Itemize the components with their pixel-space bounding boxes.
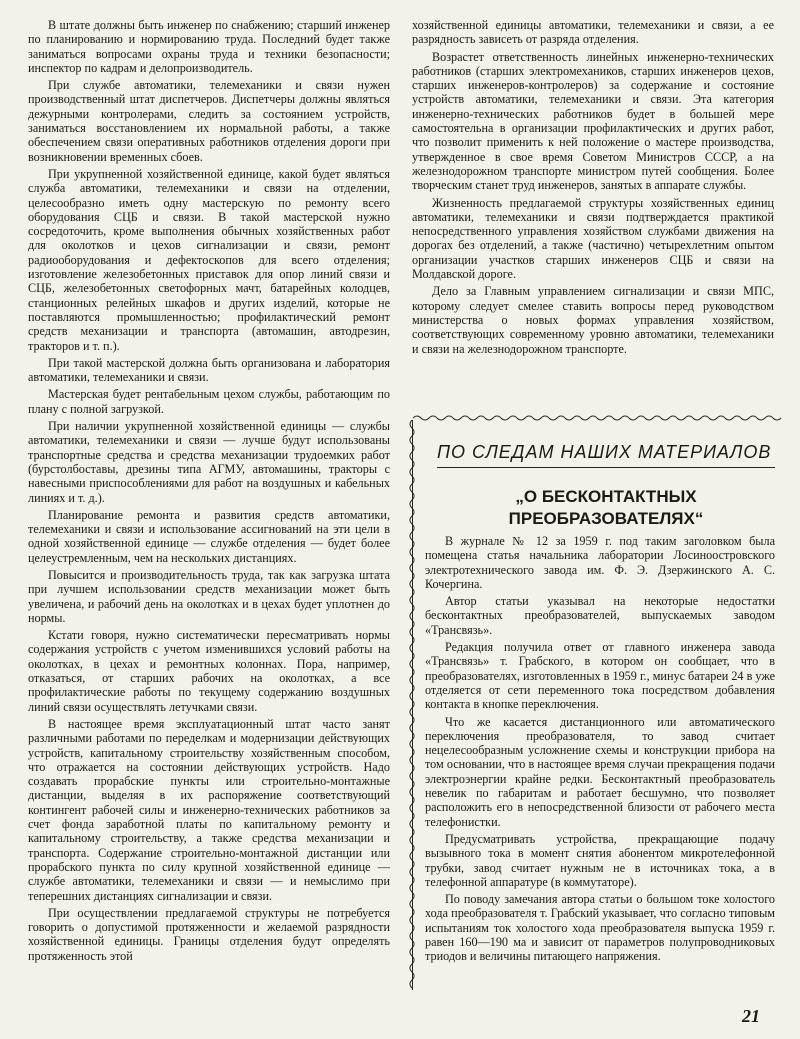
article-paragraph: Что же касается дистанционного или автоматического переключения преобразователя, то завод считает нецелесообразным усложнение схемы и конструкции прибора на том основании, что в настоящее время случаи прекращения подачи электроэнергии крайне редки. Бесконтактный преобразователь невелик по габаритам и работает бесшумно, что позволяет расположить его в непосредственной близости от рабочего места телефонистки.: [425, 714, 775, 829]
article-paragraph: Редакция получила ответ от главного инженера завода «Трансвязь» т. Грабского, в котором он сообщает, что в преобразователях, изготовленных в 1959 г., минус батареи 24 в уже отделяется от сети переменного тока посредством добавления контакта в кнопке переключения.: [425, 640, 775, 712]
body-paragraph: Жизненность предлагаемой структуры хозяйственных единиц автоматики, телемеханики и связи подтверждается практикой непосредственного управления хозяйством службами движения на дорогах без отделений, а также (частично) четырехлетним опытом организации участков старших инженеров СЦБ и связи на Молдавской дороге.: [412, 195, 774, 282]
body-paragraph: Повысится и производительность труда, так как загрузка штата при лучшем использовании средств механизации может быть увеличена, и рабочий день на околотках и в цехах будет уплотнен до нормы.: [28, 567, 390, 625]
body-paragraph: Дело за Главным управлением сигнализации и связи МПС, которому следует смелее ставить вопросы перед руководством министерства о новых формах управления хозяйством, соответствующих современному уровню автоматики, телемеханики и связи на железнодорожном транспорте.: [412, 284, 774, 356]
body-paragraph: При наличии укрупненной хозяйственной единицы — службы автоматики, телемеханики и связи — лучше будут использованы транспортные средства и средства механизации трудоемких работ (бурстолбоставы, дрезины типа АГМУ, автомашины, тракторы с навесными приспособлениями для работ на воздушных и кабельных линиях и т. д.).: [28, 419, 390, 505]
body-paragraph: При службе автоматики, телемеханики и связи нужен производственный штат диспетчеров. Диспетчеры должны являться дежурными контролерами, следить за состоянием устройств, заниматься восстановлением их нормальной работы, а также обеспечением связи оперативных работников отделения дороги при возникновении временных сбоев.: [28, 78, 390, 164]
article-paragraph: Предусматривать устройства, прекращающие подачу вызывного тока в момент снятия абонентом микротелефонной трубки, завод считает нужным не в источниках тока, а в телефонной аппаратуре (в коммутаторе).: [425, 831, 775, 889]
body-paragraph: В штате должны быть инженер по снабжению; старший инженер по планированию и нормированию труда. Последний будет также заниматься вопросами охраны труда и техники безопасности; инспектор по кадрам и делопроизводитель.: [28, 18, 390, 75]
section-rubric: ПО СЛЕДАМ НАШИХ МАТЕРИАЛОВ: [437, 442, 772, 462]
body-paragraph: Кстати говоря, нужно систематически пересматривать нормы содержания устройств с учетом изменившихся условий работы на околотках, в цехах и ремонтных колоннах. Пора, например, отказаться, от старших рабочих на околотках, а все профилактические работы по текущему содержанию воздушных линий связи осуществлять летучками связи.: [28, 628, 390, 714]
body-paragraph: Мастерская будет рентабельным цехом службы, работающим по плану с полной загрузкой.: [28, 387, 390, 416]
rubric-underline: [437, 467, 775, 468]
left-column: [28, 18, 390, 966]
article-title: „О БЕСКОНТАКТНЫХ ПРЕОБРАЗОВАТЕЛЯХ“: [508, 487, 704, 528]
right-column: [412, 18, 774, 359]
body-paragraph: При укрупненной хозяйственной единице, какой будет являться служба автоматики, телемеханики и связи на отделении, целесообразно иметь одну мастерскую по ремонту всего оборудования СЦБ и связи. В такой мастерской нужно сосредоточить, кроме выполнения обычных хозяйственных работ для околотков и цехов сигнализации и связи, ремонт радиооборудования и дефектоскопов для всего отделения; изготовление железобетонных приставок для опор линий связи и СЦБ, железобетонных светофорных мачт, батарейных колодцев, станционных релейных шкафов и других изделий, которые не поставляются промышленностью; профилактический ремонт средств механизации и транспорта (автомашин, автодрезин, тракторов и т. п.).: [28, 166, 390, 353]
body-paragraph: При осуществлении предлагаемой структуры не потребуется говорить о допустимой протяженности и желаемой разрядности хозяйственной единицы. Границы отделения будут определять протяженность этой: [28, 905, 390, 963]
body-paragraph: Планирование ремонта и развития средств автоматики, телемеханики и связи и использование ассигнований на эти цели в одной хозяйственной единице — службе отделения — будет более целеустремленным, чем на нескольких дистанциях.: [28, 507, 390, 565]
article-paragraph: Автор статьи указывал на некоторые недостатки бесконтактных преобразователей, выпускаемых заводом «Трансвязь».: [425, 594, 775, 637]
body-paragraph: При такой мастерской должна быть организована и лаборатория автоматики, телемеханики и связи.: [28, 355, 390, 385]
article-paragraph: В журнале № 12 за 1959 г. под таким заголовком была помещена статья начальника лаборатории Лосиноостровского электротехнического завода им. Ф. Э. Дзержинского А. С. Кочергина.: [425, 534, 775, 591]
decorative-border-left: [408, 420, 416, 990]
decorative-border-top: [413, 414, 783, 422]
article-body: [425, 534, 775, 967]
page-number: 21: [742, 1006, 760, 1026]
follow-up-section: [412, 420, 783, 990]
article-paragraph: По поводу замечания автора статьи о большом токе холостого хода преобразователя т. Грабский указывает, что согласно типовым испытаниям ток холостого хода преобразователя выпуска 1959 г. равен 160—190 ма и зависит от параметров полупроводниковых триодов и величины питающего напряжения.: [425, 892, 775, 964]
body-paragraph: хозяйственной единицы автоматики, телемеханики и связи, а ее разрядность зависеть от разряда отделения.: [412, 18, 774, 47]
body-paragraph: Возрастет ответственность линейных инженерно-технических работников (старших электромехаников, старших инженеров цехов, старших инженеров-контролеров) за содержание и состояние устройств автоматики, телемеханики и связи. Эта категория инженерно-технических работников будет в большей мере самостоятельна в организации профилактических и других работ, что позволит применить к ней положение о мастере производства, утвержденное в свое время Советом Министров СССР, а на железнодорожном транспорте министром путей сообщения. Более творческим станет труд инженеров, занятых в аппарате службы.: [412, 49, 774, 193]
body-paragraph: В настоящее время эксплуатационный штат часто занят различными работами по переделкам и модернизации действующих устройств, капитальному строительству хозяйственным способом, что отражается на состоянии действующих устройств. Надо создавать прорабские пункты или строительно-монтажные дистанции, выделяя в их распоряжение соответствующий контингент рабочей силы и инженерно-технических работников за счет фонда заработной платы по капитальному ремонту и капитальному строительству, а также средства механизации и транспорта. Содержание строительно-монтажной дистанции или прорабского пункта по силу крупной хозяйственной единице — службе автоматики, телемеханики и связи — и немыслимо при теперешних дистанциях сигнализации и связи.: [28, 716, 390, 903]
